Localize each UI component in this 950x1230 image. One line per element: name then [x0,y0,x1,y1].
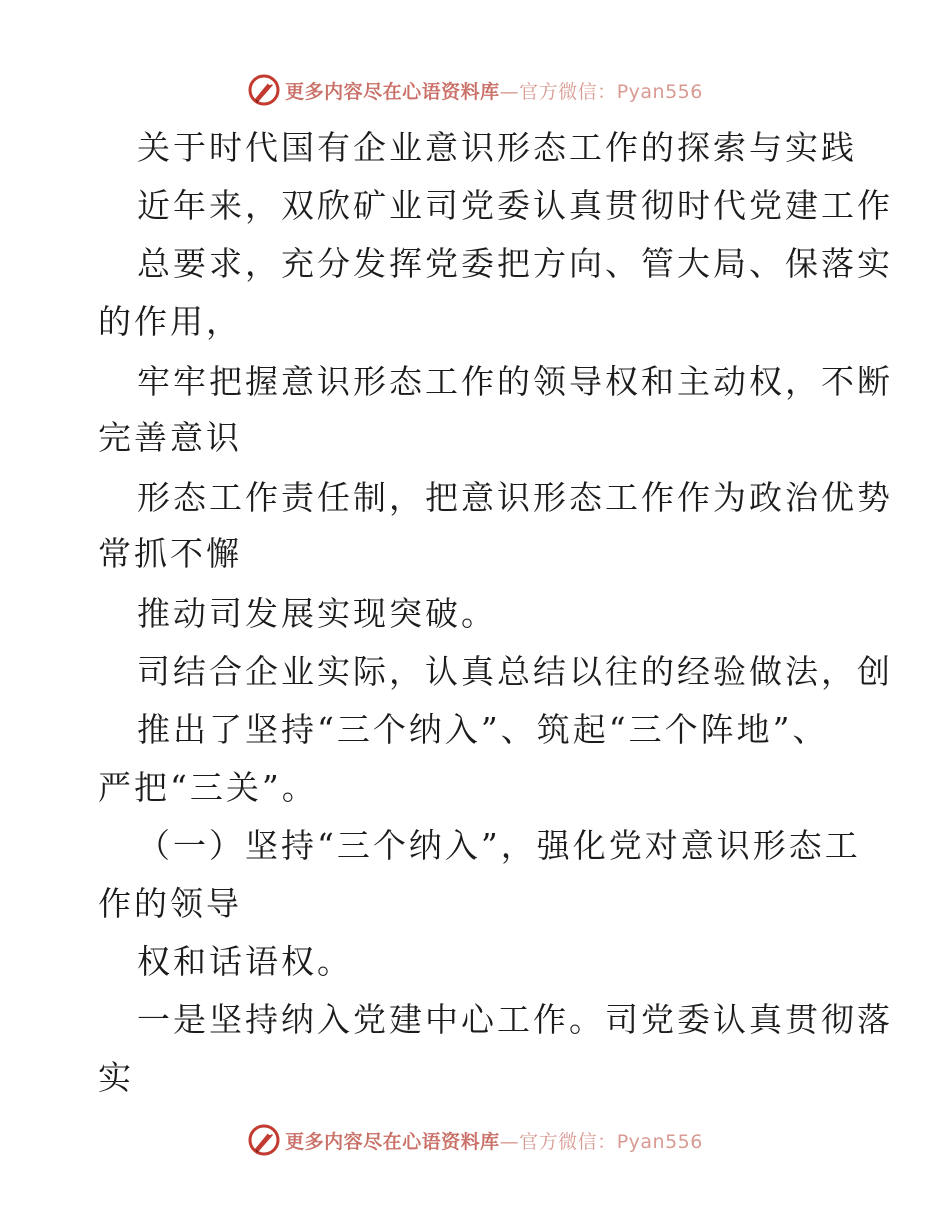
banner-dash: — [499,1130,520,1153]
banner-site-text: 更多内容尽在心语资料库 [285,1130,500,1153]
section-heading: （一）坚持“三个纳入”，强化党对意识形态工 [137,826,861,865]
paragraph-line: 总要求，充分发挥党委把方向、管大局、保落实 [137,244,893,283]
paragraph-line: 常抓不懈 [98,534,242,573]
paragraph-line: 实 [98,1058,134,1097]
paragraph-line: 的作用， [98,302,242,341]
banner-site-text: 更多内容尽在心语资料库 [285,80,500,103]
paragraph-line: 形态工作责任制，把意识形态工作作为政治优势 [137,478,893,517]
paragraph-line: 权和话语权。 [137,942,353,981]
banner-text [285,77,703,104]
paragraph-line: 推出了坚持“三个纳入”、筑起“三个阵地”、 [137,710,829,749]
header-watermark-banner [0,70,950,110]
paragraph-line: 推动司发展实现突破。 [137,594,497,633]
paragraph-line: 司结合企业实际，认真总结以往的经验做法，创 [137,652,893,691]
paragraph-line: 作的领导 [98,884,242,923]
banner-wechat-text: 官方微信： [519,1130,617,1153]
paragraph-line: 一是坚持纳入党建中心工作。司党委认真贯彻落 [137,1000,893,1039]
paragraph-line: 近年来，双欣矿业司党委认真贯彻时代党建工作 [137,186,893,225]
banner-dash: — [499,80,520,103]
footer-watermark-banner [0,1120,950,1160]
banner-account: Pyan556 [616,1130,703,1153]
paragraph-line: 严把“三关”。 [98,768,318,807]
pen-logo-icon [247,73,281,107]
banner-wechat-text: 官方微信： [519,80,617,103]
banner-account: Pyan556 [616,80,703,103]
paragraph-line: 完善意识 [98,418,242,457]
document-title: 关于时代国有企业意识形态工作的探索与实践 [137,128,857,167]
pen-logo-icon [247,1123,281,1157]
banner-text [285,1127,703,1154]
paragraph-line: 牢牢把握意识形态工作的领导权和主动权，不断 [137,362,893,401]
